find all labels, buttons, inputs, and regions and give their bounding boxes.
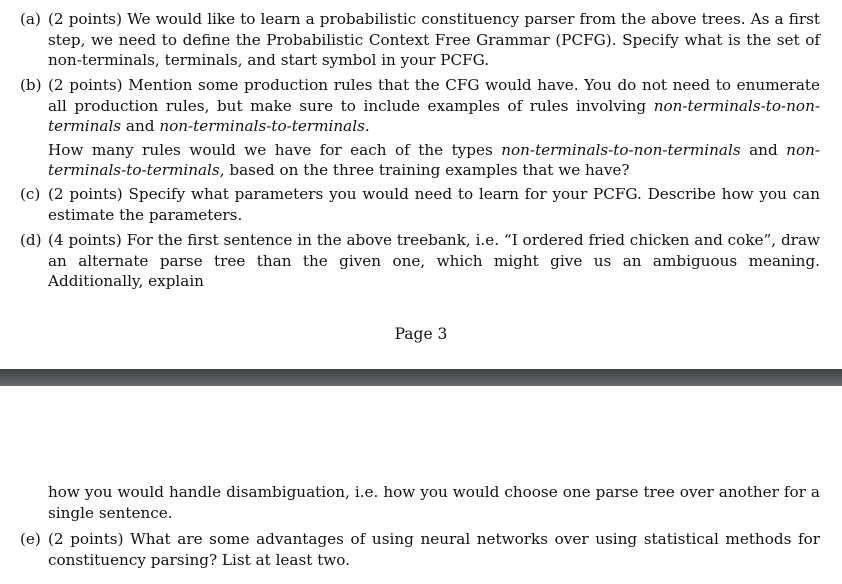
question-c xyxy=(20,184,820,225)
question-a-text: (2 points) We would like to learn a probabilistic constituency parser from the above trees. As a first step, we need to define the Probabilistic Context Free Grammar (PCFG). Specify what is the set of non-terminals, terminals, and start symbol in your PCFG. xyxy=(48,10,820,69)
question-b-text: (2 points) Mention some production rules that the CFG would have. You do not need to enumerate all production rules, but make sure to include examples of rules involving non-terminals-to-non-terminals and non-terminals-to-terminals. xyxy=(48,76,820,135)
question-b-label: (b) xyxy=(20,76,42,94)
question-d-text: (4 points) For the first sentence in the above treebank, i.e. “I ordered fried chicken and coke”, draw an alternate parse tree than the given one, which might give us an ambiguous meaning. Additionally, explain xyxy=(48,231,820,290)
question-e xyxy=(20,529,820,570)
question-b-followup: How many rules would we have for each of the types non-terminals-to-non-terminals and non-terminals-to-terminals, based on the three training examples that we have? xyxy=(48,140,820,179)
question-a-label: (a) xyxy=(20,10,41,28)
page-separator xyxy=(0,369,842,386)
term-nonterminals-to-nonterminals: non-terminals-to-non-terminals xyxy=(48,96,820,135)
page-4 xyxy=(0,386,842,584)
page-number: Page 3 xyxy=(394,325,448,343)
question-c-text: (2 points) Specify what parameters you would need to learn for your PCFG. Describe how you can estimate the parameters. xyxy=(48,185,820,224)
question-d xyxy=(20,230,820,292)
question-c-label: (c) xyxy=(20,185,41,203)
question-d-label: (d) xyxy=(20,231,42,249)
question-b xyxy=(20,75,820,181)
term-nonterminals-to-terminals: non-terminals-to-terminals xyxy=(159,117,365,135)
question-e-text: (2 points) What are some advantages of using neural networks over using statistical methods for constituency parsing? List at least two. xyxy=(48,530,820,569)
question-e-label: (e) xyxy=(20,530,41,548)
question-d-continuation: how you would handle disambiguation, i.e. how you would choose one parse tree over another for a single sentence. xyxy=(48,483,820,522)
question-a xyxy=(20,9,820,71)
